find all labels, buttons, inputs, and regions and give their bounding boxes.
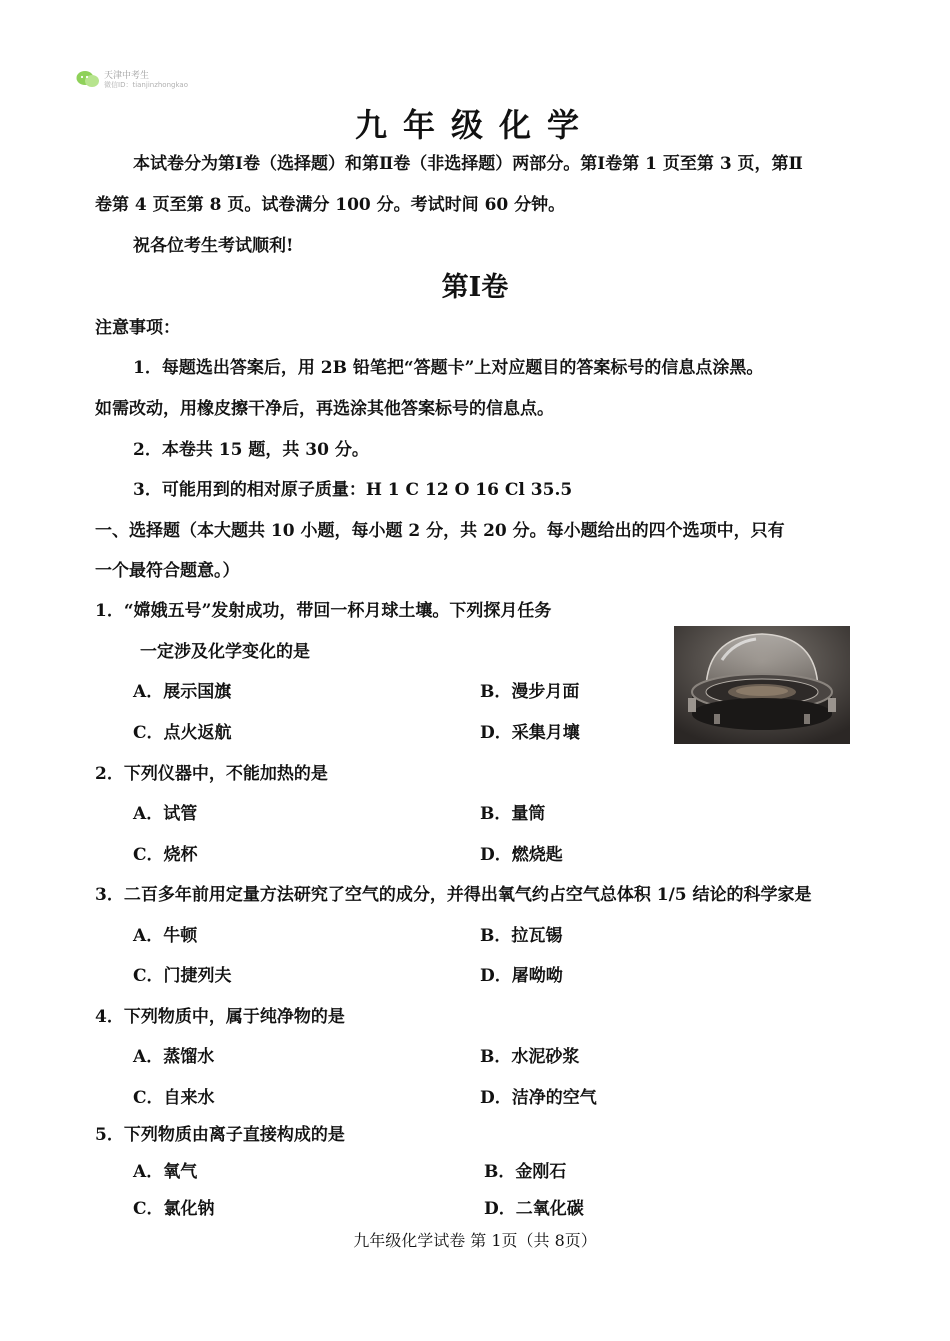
- watermark-name: 天津中考生: [104, 71, 150, 81]
- question-3-option-d: D．屠呦呦: [480, 966, 563, 986]
- note-1-line-2: 如需改动，用橡皮擦干净后，再选涂其他答案标号的信息点。: [95, 399, 554, 419]
- question-5-option-b: B．金刚石: [484, 1162, 567, 1182]
- notes-heading: 注意事项：: [95, 318, 180, 338]
- question-2-option-c: C．烧杯: [133, 845, 198, 865]
- question-3-stem: 3．二百多年前用定量方法研究了空气的成分，并得出氧气约占空气总体积 1/5 结论的科学家是: [95, 885, 812, 905]
- page-title: 九年级化学: [354, 106, 595, 144]
- wish-text: 祝各位考生考试顺利!: [133, 236, 294, 256]
- question-5-option-d: D．二氧化碳: [484, 1199, 584, 1219]
- question-4-option-a: A．蒸馏水: [133, 1047, 215, 1067]
- question-3-option-b: B．拉瓦锡: [480, 926, 563, 946]
- question-3-option-c: C．门捷列夫: [133, 966, 232, 986]
- page-footer: 九年级化学试卷 第 1页（共 8页）: [353, 1231, 597, 1250]
- question-5-option-c: C．氯化钠: [133, 1199, 215, 1219]
- moon-soil-container-photo: [674, 626, 850, 744]
- note-3: 3．可能用到的相对原子质量：H 1 C 12 O 16 Cl 35.5: [133, 480, 573, 500]
- question-2-option-b: B．量筒: [480, 804, 546, 824]
- intro-line-1: 本试卷分为第Ⅰ卷（选择题）和第Ⅱ卷（非选择题）两部分。第Ⅰ卷第 1 页至第 3 页，第Ⅱ: [133, 154, 803, 174]
- question-1-option-a: A．展示国旗: [133, 682, 232, 702]
- question-4-option-b: B．水泥砂浆: [480, 1047, 580, 1067]
- question-1-option-c: C．点火返航: [133, 723, 232, 743]
- note-2: 2．本卷共 15 题，共 30 分。: [133, 440, 369, 460]
- question-1-stem-cont: 一定涉及化学变化的是: [140, 642, 310, 662]
- note-1-line-1: 1．每题选出答案后，用 2B 铅笔把“答题卡”上对应题目的答案标号的信息点涂黑。: [133, 358, 764, 378]
- section-heading-line-1: 一、选择题（本大题共 10 小题，每小题 2 分，共 20 分。每小题给出的四个选项中，只有: [95, 521, 785, 541]
- question-3-option-a: A．牛顿: [133, 926, 198, 946]
- question-4-stem: 4．下列物质中，属于纯净物的是: [95, 1007, 345, 1027]
- question-5-option-a: A．氧气: [133, 1162, 198, 1182]
- intro-line-2: 卷第 4 页至第 8 页。试卷满分 100 分。考试时间 60 分钟。: [95, 195, 566, 215]
- question-1-option-b: B．漫步月面: [480, 682, 580, 702]
- wechat-icon: [76, 70, 100, 88]
- question-4-option-d: D．洁净的空气: [480, 1088, 597, 1108]
- section-heading-line-2: 一个最符合题意。）: [95, 561, 240, 581]
- question-2-stem: 2．下列仪器中，不能加热的是: [95, 764, 328, 784]
- question-1-stem: 1．“嫦娥五号”发射成功，带回一杯月球土壤。下列探月任务: [95, 601, 552, 621]
- question-1-option-d: D．采集月壤: [480, 723, 580, 743]
- watermark-wechat-id: 微信ID：tianjinzhongkao: [104, 81, 188, 89]
- question-5-stem: 5．下列物质由离子直接构成的是: [95, 1125, 345, 1145]
- question-4-option-c: C．自来水: [133, 1088, 215, 1108]
- volume-title: 第Ⅰ卷: [441, 272, 509, 303]
- question-2-option-a: A．试管: [133, 804, 198, 824]
- question-2-option-d: D．燃烧匙: [480, 845, 563, 865]
